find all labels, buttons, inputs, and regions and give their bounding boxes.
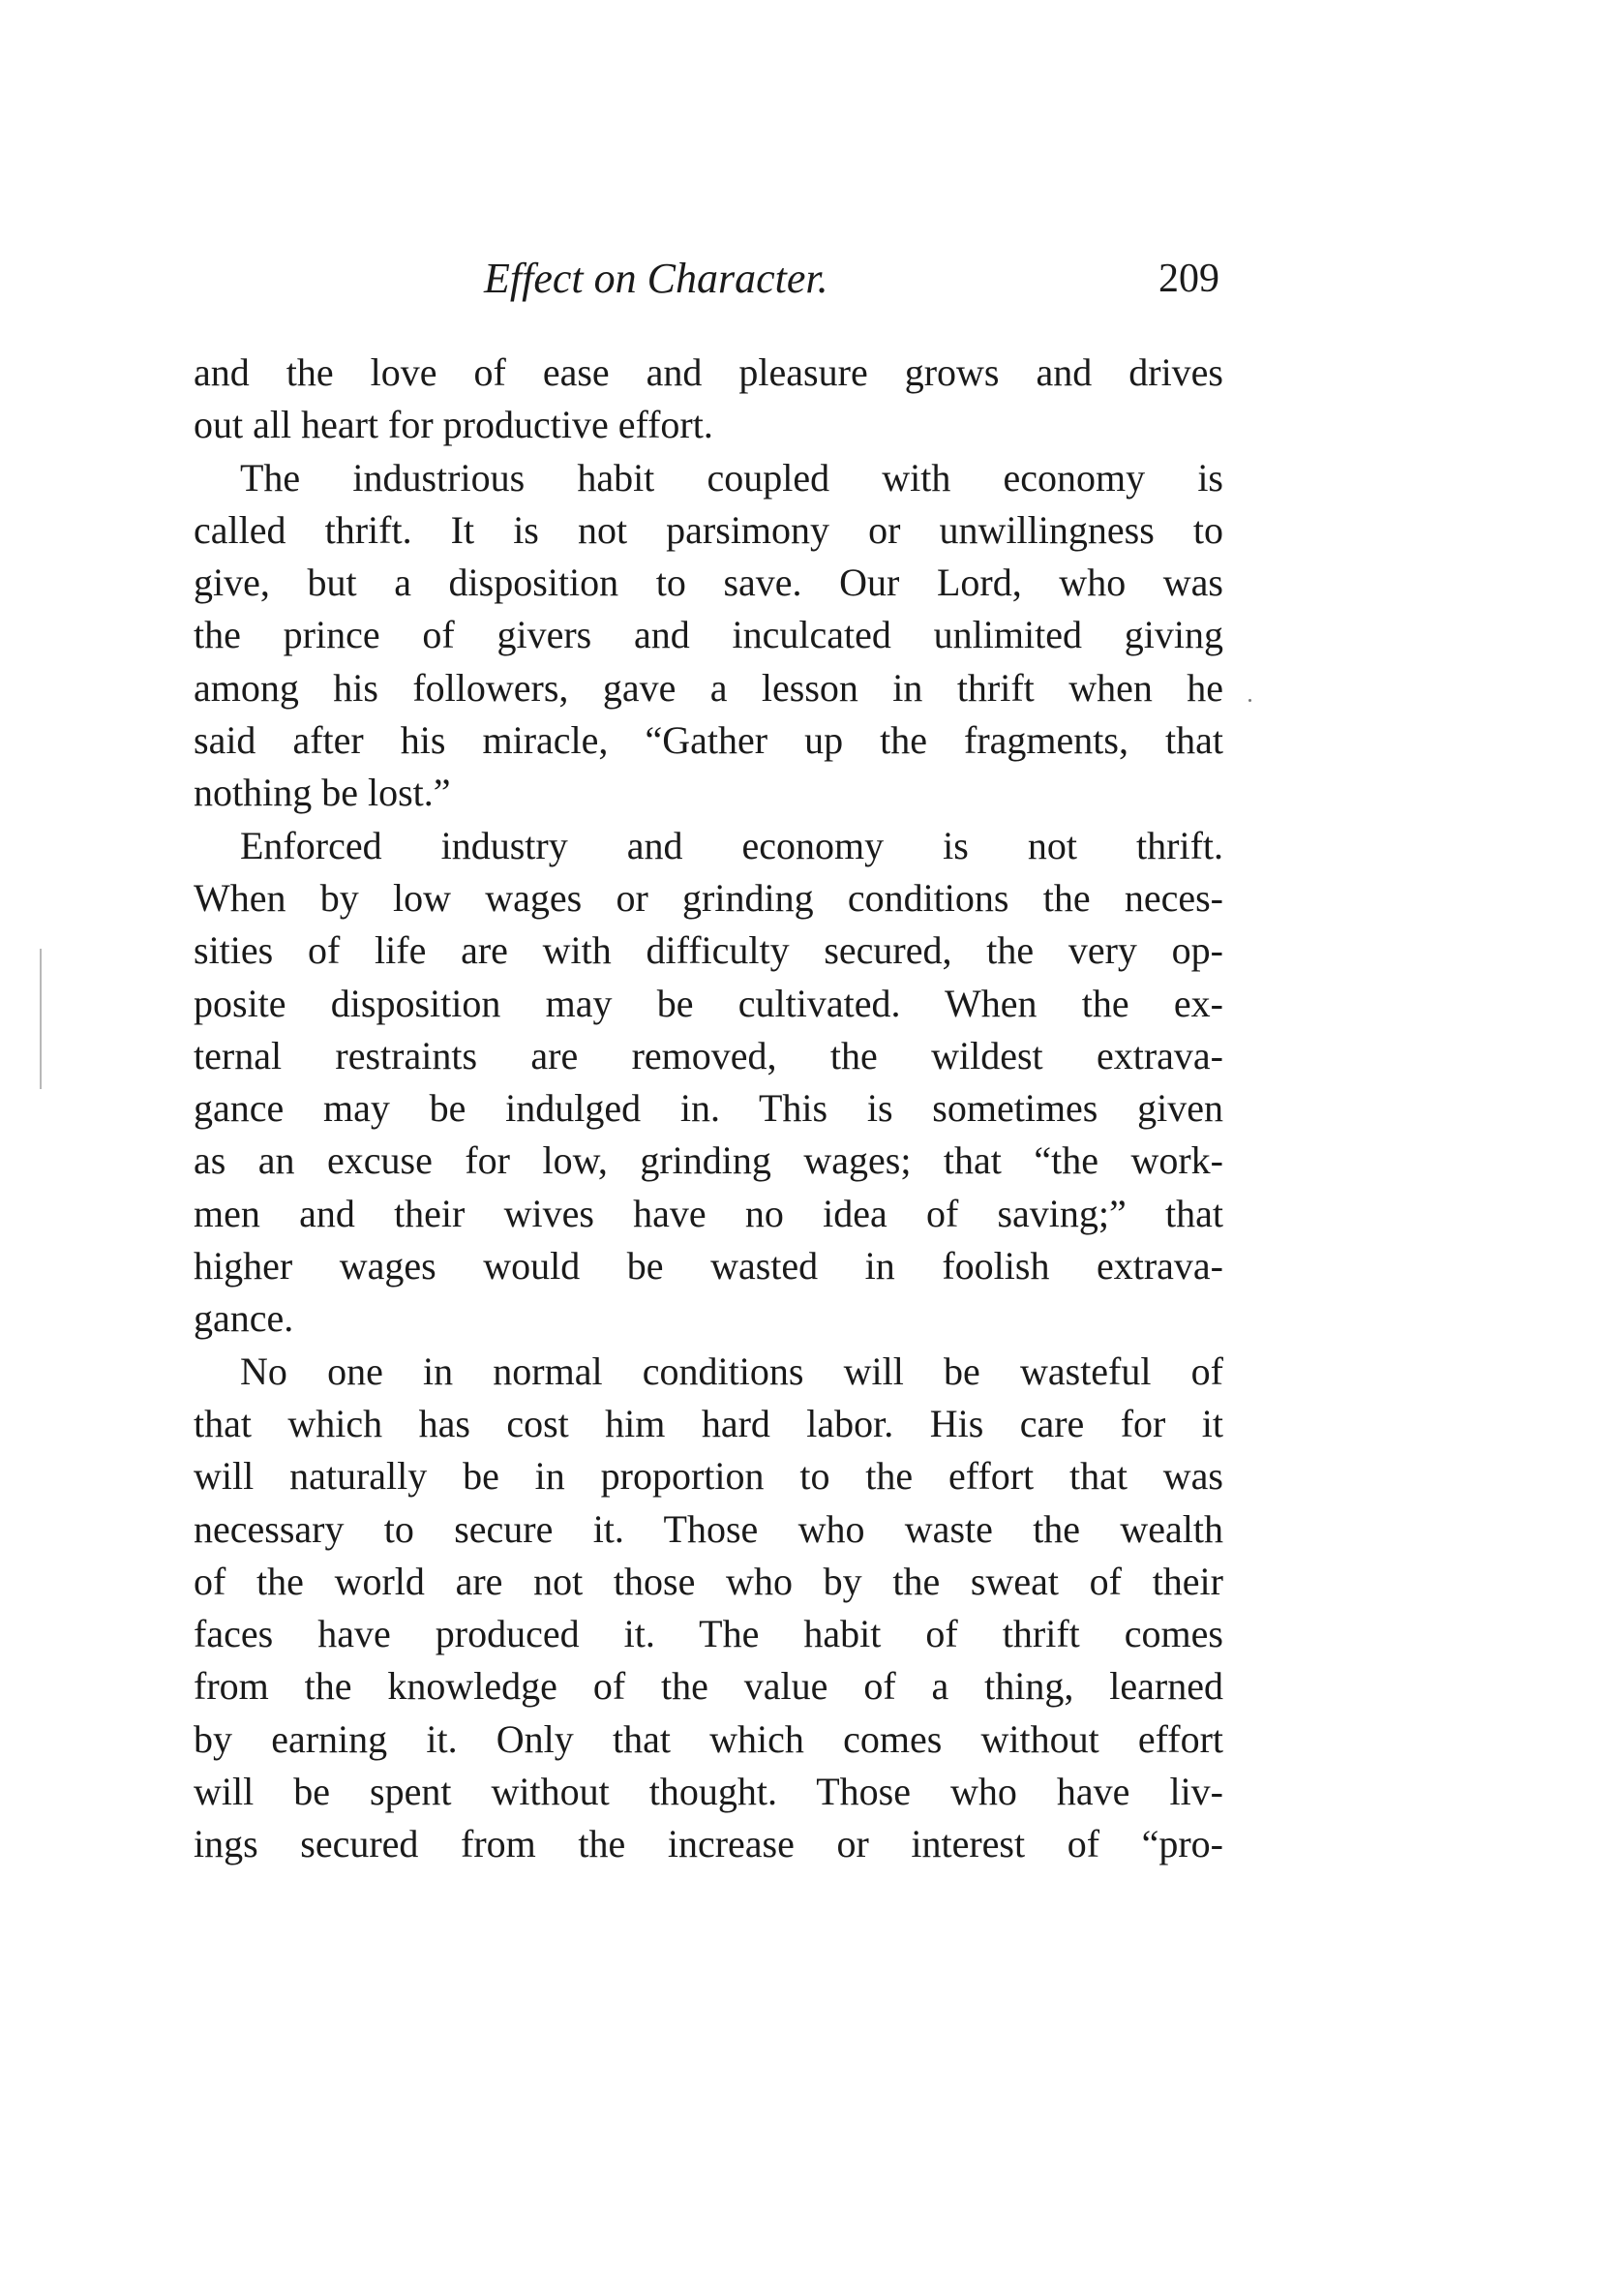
text-line: and the love of ease and pleasure grows and drives bbox=[194, 350, 1223, 394]
text-line: faces have produced it. The habit of thrift comes bbox=[194, 1612, 1223, 1656]
text-line: ternal restraints are removed, the wildest extrava- bbox=[194, 1033, 1223, 1077]
text-line: out all heart for productive effort. bbox=[194, 403, 713, 447]
text-line: called thrift. It is not parsimony or unwillingness to bbox=[194, 507, 1223, 552]
text-line: as an excuse for low, grinding wages; that “the work- bbox=[194, 1138, 1223, 1183]
running-title: Effect on Character. bbox=[484, 255, 828, 302]
running-head bbox=[194, 250, 1219, 318]
text-line: necessary to secure it. Those who waste the wealth bbox=[194, 1506, 1223, 1551]
text-line: give, but a disposition to save. Our Lord, who was bbox=[194, 561, 1223, 605]
body-text bbox=[194, 347, 1223, 1871]
text-line: higher wages would be wasted in foolish extrava- bbox=[194, 1244, 1223, 1289]
paragraph bbox=[194, 452, 1223, 820]
text-line: the prince of givers and inculcated unlimited giving bbox=[194, 613, 1223, 657]
paragraph bbox=[194, 820, 1223, 1346]
text-line: said after his miracle, “Gather up the fragments, that bbox=[194, 718, 1223, 763]
text-line: among his followers, gave a lesson in thrift when he bbox=[194, 665, 1223, 710]
text-line: gance may be indulged in. This is sometimes given bbox=[194, 1086, 1223, 1131]
text-line: by earning it. Only that which comes without effort bbox=[194, 1716, 1223, 1761]
text-line: No one in normal conditions will be wasteful of bbox=[240, 1349, 1223, 1393]
text-line: men and their wives have no idea of saving;” that bbox=[194, 1191, 1223, 1235]
scan-margin-mark bbox=[40, 949, 42, 1089]
text-line: from the knowledge of the value of a thing, learned bbox=[194, 1664, 1223, 1709]
text-line: When by low wages or grinding conditions the neces- bbox=[194, 875, 1223, 920]
paragraph bbox=[194, 1346, 1223, 1871]
text-line: ings secured from the increase or interest of “pro- bbox=[194, 1822, 1223, 1866]
text-line: The industrious habit coupled with economy is bbox=[240, 455, 1223, 500]
text-line: of the world are not those who by the sweat of their bbox=[194, 1559, 1223, 1603]
text-line: nothing be lost.” bbox=[194, 771, 451, 815]
text-line: gance. bbox=[194, 1296, 294, 1341]
page-number: 209 bbox=[1158, 257, 1219, 301]
text-line: will be spent without thought. Those who have liv- bbox=[194, 1770, 1223, 1814]
scan-speck bbox=[1248, 699, 1251, 702]
text-line: sities of life are with difficulty secured, the very op- bbox=[194, 928, 1223, 973]
paragraph bbox=[194, 347, 1223, 452]
text-line: Enforced industry and economy is not thrift. bbox=[240, 823, 1223, 867]
text-line: posite disposition may be cultivated. When the ex- bbox=[194, 981, 1223, 1025]
text-line: will naturally be in proportion to the effort that was bbox=[194, 1454, 1223, 1499]
text-line: that which has cost him hard labor. His care for it bbox=[194, 1401, 1223, 1445]
